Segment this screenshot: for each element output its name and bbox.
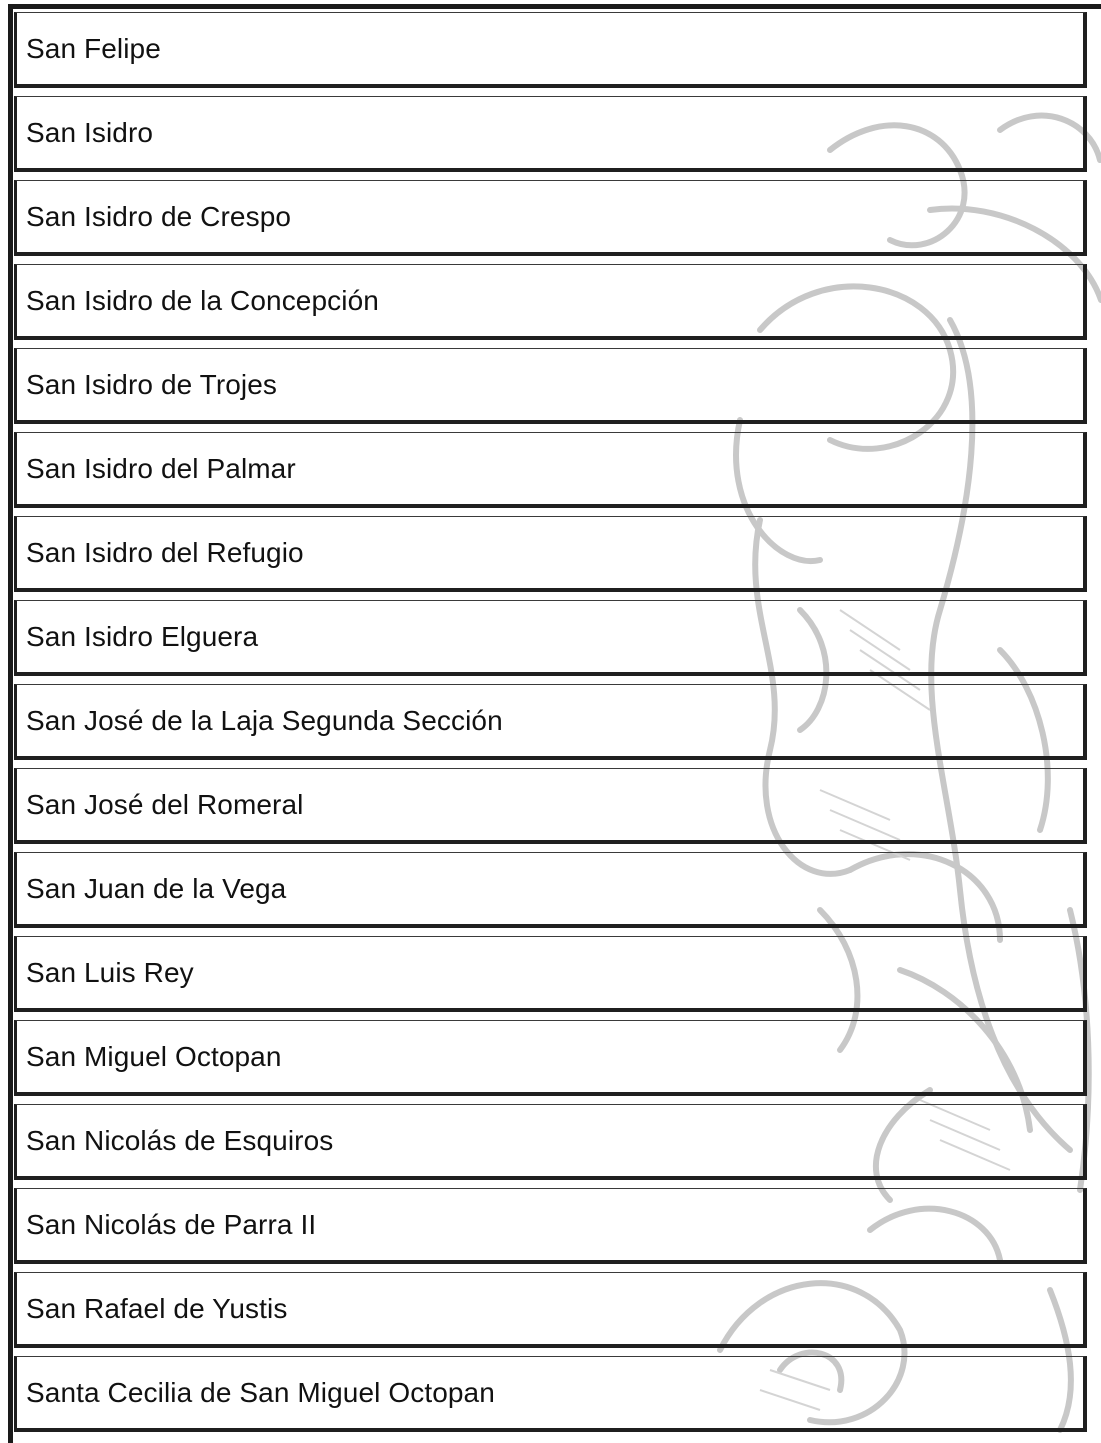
list-item [14, 96, 1087, 172]
list-item [14, 768, 1087, 844]
list-item [14, 1020, 1087, 1096]
list-item [14, 1188, 1087, 1264]
list-item-label: Santa Cecilia de San Miguel Octopan [26, 1376, 495, 1408]
list-item-label: San Isidro [26, 116, 154, 148]
list-item [14, 12, 1087, 88]
list-item-label: San Nicolás de Parra II [26, 1208, 317, 1240]
list-item [14, 264, 1087, 340]
list-item [14, 600, 1087, 676]
list-item-label: San Isidro del Refugio [26, 536, 304, 568]
list-item-label: San Isidro del Palmar [26, 452, 296, 484]
list-item-label: San Felipe [26, 32, 161, 64]
list-item-label: San Isidro de Trojes [26, 368, 278, 400]
list-item [14, 1104, 1087, 1180]
list-item [14, 1356, 1087, 1432]
list-item [14, 180, 1087, 256]
list-item [14, 936, 1087, 1012]
list-item-label: San José de la Laja Segunda Sección [26, 704, 503, 736]
list-item-label: San Juan de la Vega [26, 872, 287, 904]
list-item-label: San Isidro de Crespo [26, 200, 292, 232]
list-item [14, 852, 1087, 928]
list-item-label: San Luis Rey [26, 956, 194, 988]
list-item [14, 1272, 1087, 1348]
list-item [14, 348, 1087, 424]
list-item-label: San Isidro Elguera [26, 620, 259, 652]
list-item-label: San Nicolás de Esquiros [26, 1124, 334, 1156]
list-item-label: San Isidro de la Concepción [26, 284, 379, 316]
list-item-label: San Miguel Octopan [26, 1040, 282, 1072]
list-item [14, 516, 1087, 592]
list-item-label: San José del Romeral [26, 788, 304, 820]
list-item [14, 432, 1087, 508]
list-item [14, 684, 1087, 760]
list-item-label: San Rafael de Yustis [26, 1292, 288, 1324]
